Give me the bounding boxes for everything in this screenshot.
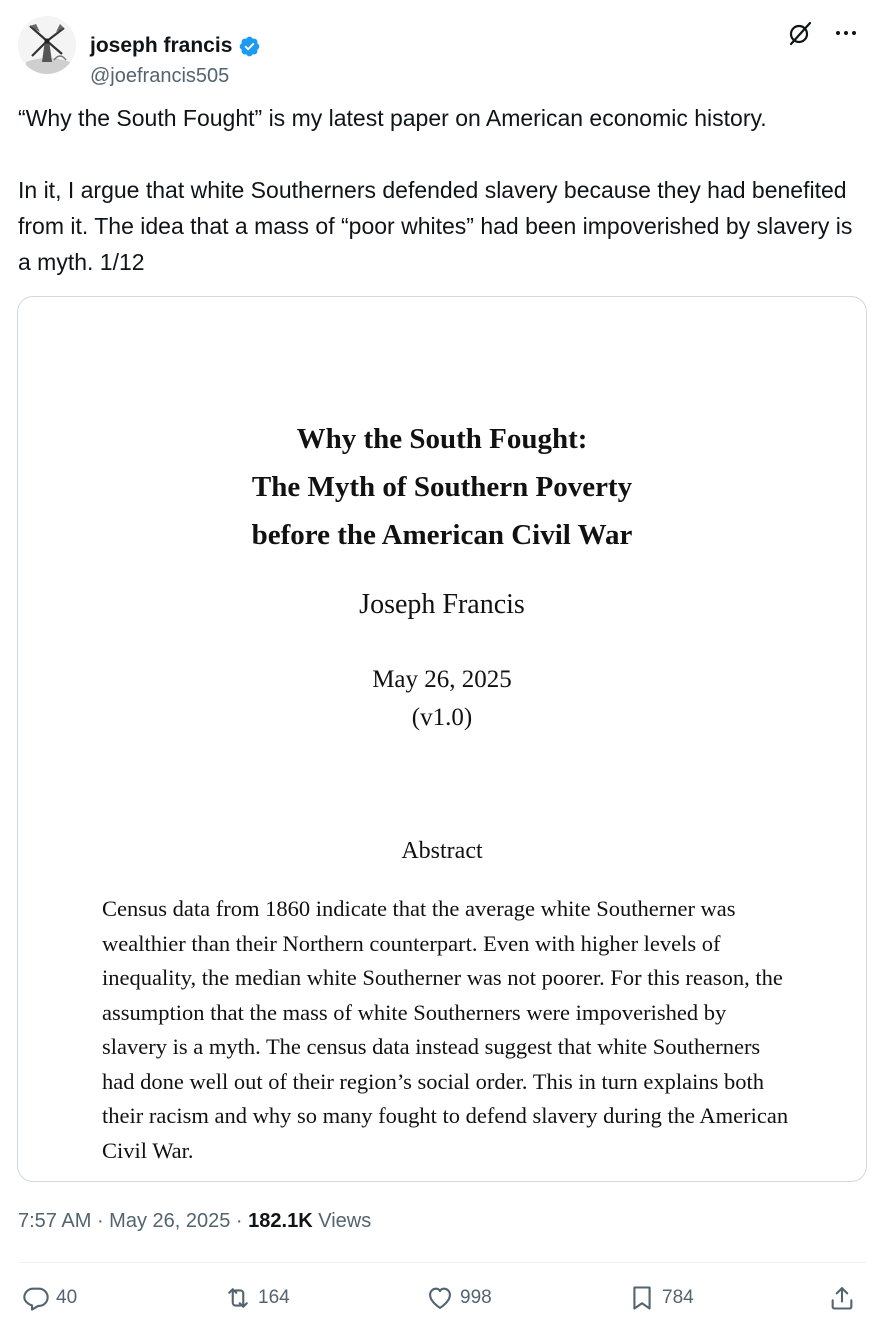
share-icon — [828, 1284, 856, 1312]
verified-badge-icon — [238, 35, 261, 58]
grok-icon[interactable] — [787, 20, 813, 46]
paper-title-line-3: before the American Civil War — [251, 519, 633, 551]
paper-version: (v1.0) — [411, 704, 473, 731]
reply-button[interactable] — [22, 1284, 77, 1312]
abstract-text: Census data from 1860 indicate that the average white Southerner was wealthier than their Northern counterpart. Even with higher levels of inequality, the median white Southerner was not poorer. For this reason, the assumption that the mass of white Southerners were impoverished by slavery is a myth. The census data instead suggest that white Southerners had done well out of their region’s social order. This in turn explains both their racism and why so many fought to defend slavery during the American Civil War. — [102, 896, 789, 1163]
tweet-text — [18, 100, 863, 280]
tweet-metadata — [18, 1210, 371, 1233]
share-button[interactable] — [828, 1284, 856, 1312]
author-handle[interactable]: @joefrancis505 — [90, 65, 230, 87]
meta-separator: · — [230, 1210, 249, 1232]
attached-image[interactable] — [17, 296, 867, 1182]
tweet-time[interactable]: 7:57 AM — [18, 1210, 92, 1232]
tweet-paragraph-1: “Why the South Fought” is my latest paper on American economic history. — [18, 105, 767, 131]
bookmark-count: 784 — [662, 1287, 694, 1308]
views-label: Views — [312, 1210, 372, 1232]
windmill-avatar-icon — [18, 16, 76, 74]
reply-count: 40 — [56, 1287, 78, 1308]
paper-title-line-2: The Myth of Southern Poverty — [251, 471, 633, 503]
tweet-paragraph-2: In it, I argue that white Southerners defended slavery because they had benefited from it. The idea that a mass of “poor whites” had been impoverished by slavery is a myth. 1/12 — [18, 177, 853, 275]
paper-date-block — [18, 661, 866, 737]
bookmark-icon — [628, 1284, 656, 1312]
action-bar — [18, 1284, 859, 1318]
tweet-header — [18, 16, 859, 87]
like-button[interactable] — [426, 1284, 492, 1312]
author-name[interactable]: joseph francis — [90, 34, 233, 57]
heart-icon — [426, 1284, 454, 1312]
like-count: 998 — [460, 1287, 492, 1308]
author-name-row — [90, 34, 261, 58]
repost-button[interactable] — [224, 1284, 290, 1312]
meta-separator: · — [91, 1210, 110, 1232]
paper-title-line-1: Why the South Fought: — [296, 423, 588, 455]
paper-author: Joseph Francis — [359, 589, 525, 620]
bookmark-button[interactable] — [628, 1284, 694, 1312]
divider — [18, 1262, 867, 1263]
views-count: 182.1K — [248, 1210, 313, 1232]
avatar[interactable] — [18, 16, 76, 74]
reply-icon — [22, 1284, 50, 1312]
paper-title — [18, 415, 866, 559]
paper-cover-page — [18, 297, 866, 1181]
abstract-heading: Abstract — [401, 838, 483, 864]
tweet-date[interactable]: May 26, 2025 — [109, 1210, 231, 1232]
more-options-icon[interactable] — [833, 20, 859, 46]
repost-count: 164 — [258, 1287, 290, 1308]
repost-icon — [224, 1284, 252, 1312]
paper-date: May 26, 2025 — [372, 666, 512, 693]
